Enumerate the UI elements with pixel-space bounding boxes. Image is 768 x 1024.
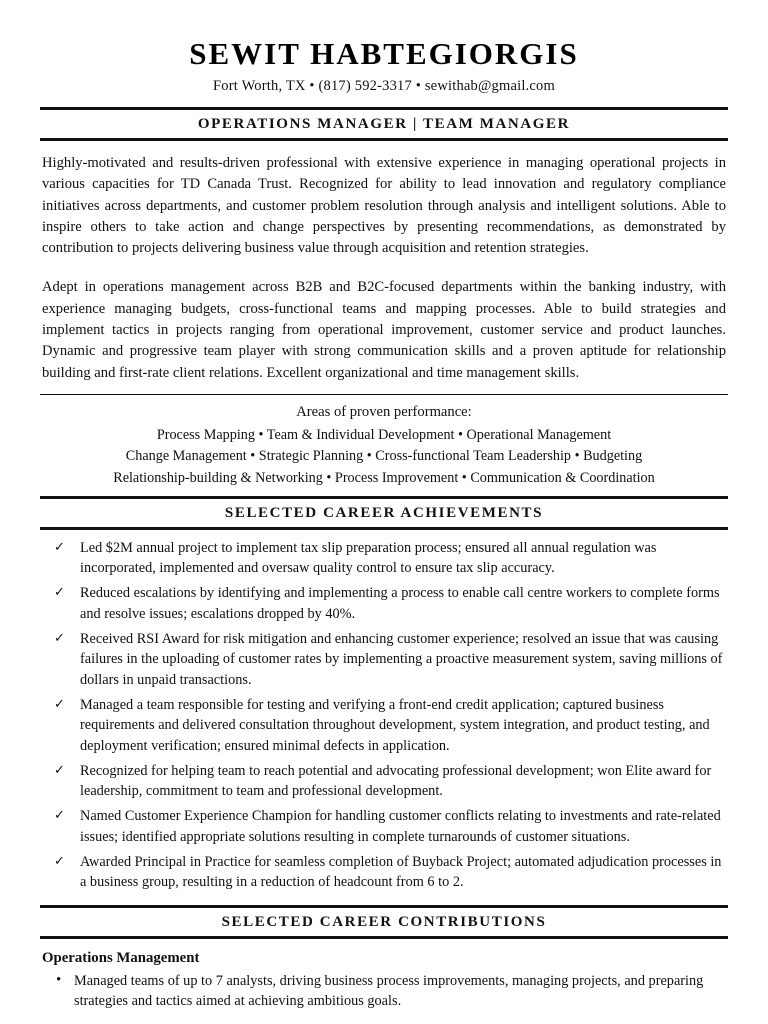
section-heading-contributions: SELECTED CAREER CONTRIBUTIONS (221, 913, 547, 930)
summary-paragraph-2: Adept in operations management across B2B and B2C-focused departments within the banking industry, with experience managing budgets, cross-functional teams and mapping processes. Able to build strategies and implement tactics in projects ranging from operational improvement, customer service and product launches. Dynamic and progressive team player with strong communication skills and a proven aptitude for relationship building and first-rate client relations. Excellent organizational and time management skills. (42, 279, 726, 381)
areas-line-3: Relationship-building & Networking • Process Improvement • Communication & Coordination (113, 469, 655, 486)
list-item-text: Recognized for helping team to reach potential and advocating professional development; won Elite award for leadership, commitment to team and professional development. (80, 762, 712, 800)
divider-thick-contributions-bottom (40, 936, 728, 939)
divider-thick-below-title (40, 138, 728, 141)
list-item (44, 761, 724, 802)
section-heading-achievements: SELECTED CAREER ACHIEVEMENTS (224, 504, 544, 521)
spacer-before-areas (40, 384, 728, 394)
list-item (44, 583, 724, 624)
list-item (44, 806, 724, 847)
spacer-before-contributions (40, 898, 728, 905)
check-icon: ✓ (54, 630, 65, 646)
check-icon: ✓ (54, 584, 65, 600)
spacer-after-areas (40, 489, 728, 496)
check-icon: ✓ (54, 761, 65, 777)
achievements-list (40, 538, 728, 893)
list-item-text: Managed teams of up to 7 analysts, driving business process improvements, managing projects, and preparing strategies and tactics aimed at achieving ambitious goals. (74, 972, 704, 1010)
check-icon: ✓ (54, 807, 65, 823)
title-band-wrapper (40, 107, 728, 141)
list-item (44, 852, 724, 893)
contact-line: Fort Worth, TX • (817) 592-3317 • sewithab@gmail.com (213, 78, 555, 94)
list-item-text: Named Customer Experience Champion for handling customer conflicts relating to investments and rate-related issues; identified appropriate solutions resulting in complete turnarounds of customer situations. (80, 808, 721, 845)
list-item-text: Received RSI Award for risk mitigation and enhancing customer experience; resolved an issue that was causing failures in the uploading of customer rates by implementing a proactive measurement system, saving millions of dollars in unpaid transactions. (80, 631, 723, 688)
list-item-text: Awarded Principal in Practice for seamless completion of Buyback Project; automated adjudication processes in a business group, resulting in a reduction of headcount from 6 to 2. (80, 854, 722, 891)
contributions-list (40, 971, 728, 1012)
check-icon: ✓ (54, 538, 65, 554)
areas-line-1: Process Mapping • Team & Individual Development • Operational Management (156, 426, 612, 443)
areas-heading: Areas of proven performance: (296, 403, 472, 420)
bullet-icon: • (56, 971, 62, 988)
subsection-heading-operations-management: Operations Management (42, 949, 200, 966)
list-item-text: Managed a team responsible for testing and verifying a front-end credit application; captured business requirements and delivered consultation throughout development, system integration, and product testing, and deployment verification; ensured minimal defects in application. (80, 696, 710, 754)
list-item (44, 629, 724, 690)
check-icon: ✓ (54, 695, 65, 711)
check-icon: ✓ (54, 853, 65, 869)
list-item-text: Led $2M annual project to implement tax slip preparation process; ensured all annual regulation was incorporated, implemented and oversaw quality control to ensure tax slip accuracy. (80, 539, 657, 577)
list-item (44, 971, 724, 1012)
summary-paragraph-1: Highly-motivated and results-driven professional with extensive experience in managing operational projects in various capacities for TD Canada Trust. Recognized for ability to lead innovation and regulatory compliance initiatives across departments, and customer problem resolution through analysis and intelligent solutions. Able to inspire others to take action and change perspectives by presenting recommendations, as demonstrated by contribution to projects delivering business value through acquisition and retention strategies. (42, 155, 726, 257)
divider-thin-areas-top (40, 394, 728, 395)
job-title-band: OPERATIONS MANAGER | TEAM MANAGER (197, 116, 571, 132)
areas-line-2: Change Management • Strategic Planning • Cross-functional Team Leadership • Budgeting (125, 448, 643, 465)
list-item (44, 538, 724, 579)
divider-thick-achievements-bottom (40, 527, 728, 530)
list-item-text: Reduced escalations by identifying and implementing a process to enable call centre workers to complete forms and resolve issues; escalations dropped by 40%. (80, 585, 720, 622)
page-title: SEWIT HABTEGIORGIS (189, 36, 579, 71)
list-item (44, 695, 724, 756)
